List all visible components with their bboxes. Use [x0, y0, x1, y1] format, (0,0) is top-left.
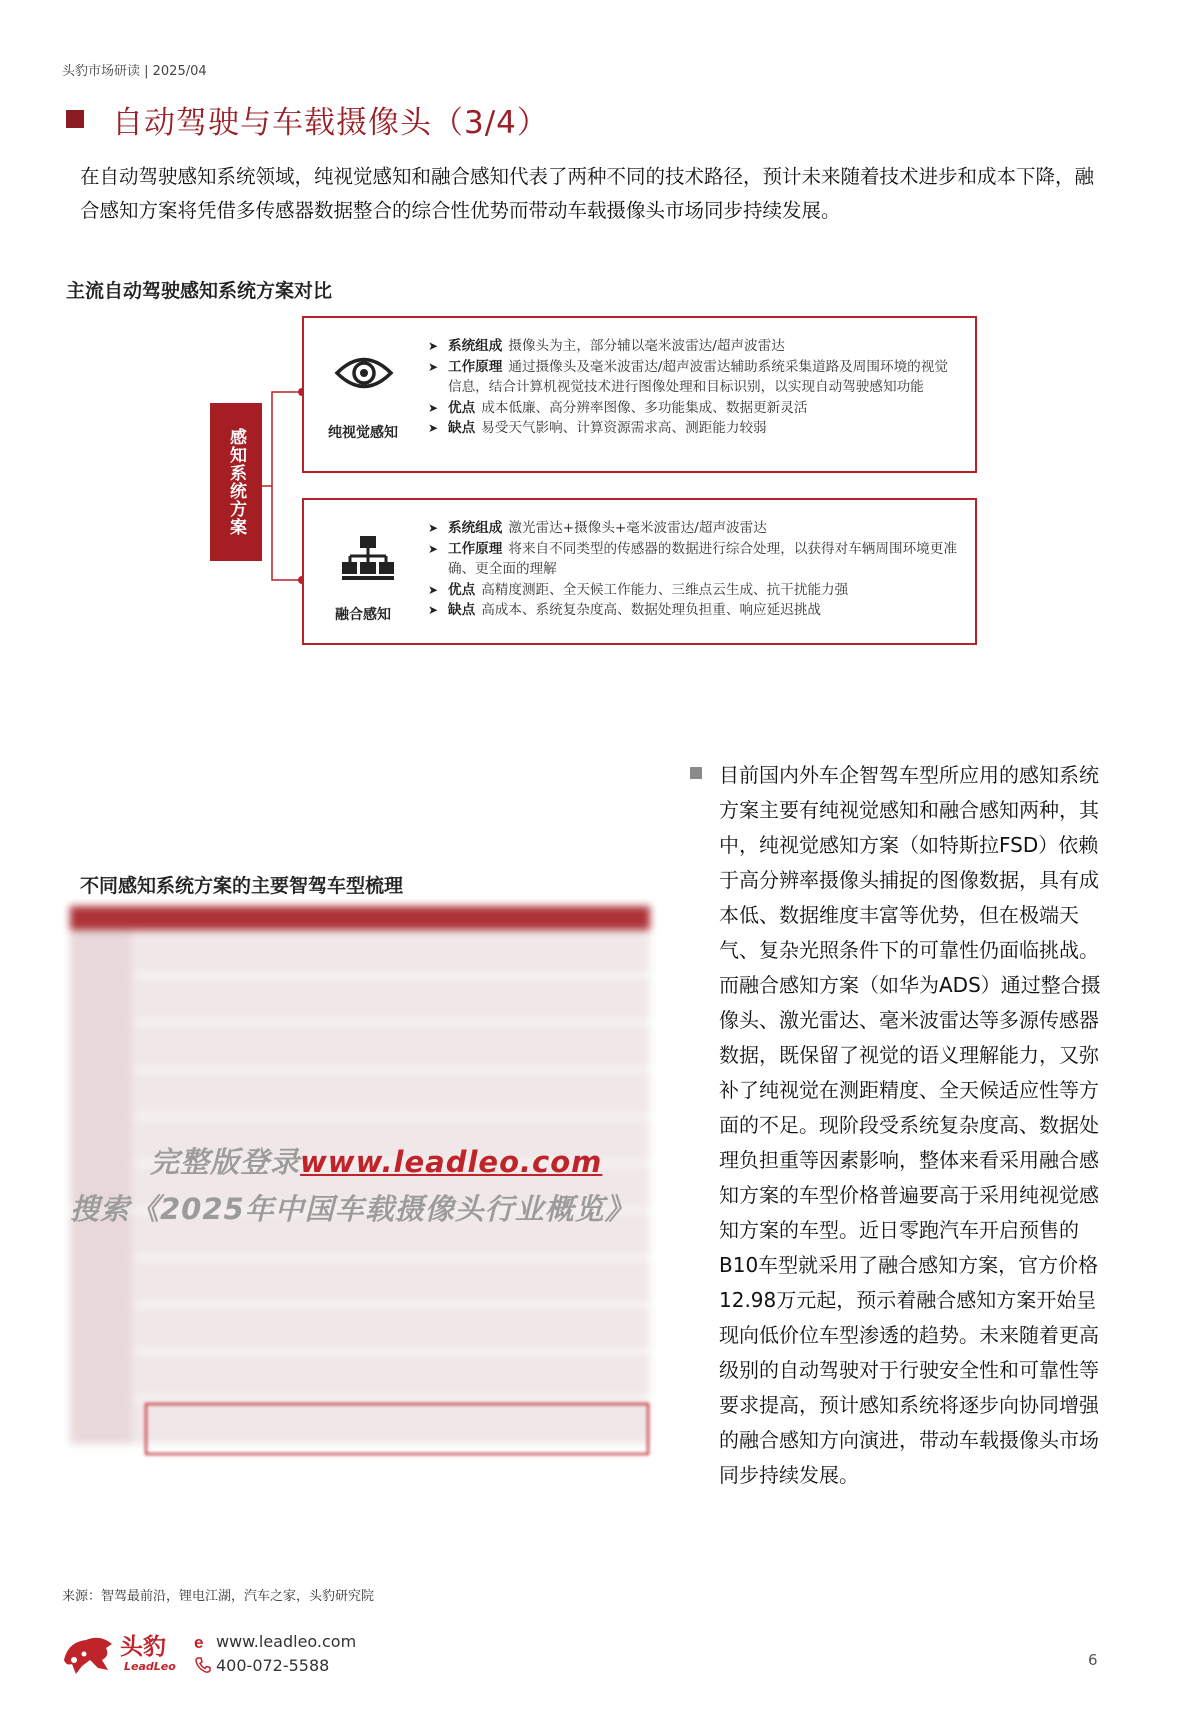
watermark-link[interactable]: www.leadleo.com — [300, 1145, 603, 1179]
list-item: ➤ 缺点 高成本、系统复杂度高、数据处理负担重、响应延迟挑战 — [428, 600, 958, 621]
watermark-search: 搜索《2025年中国车载摄像头行业概览》 — [70, 1192, 635, 1226]
side-bullet-marker — [690, 767, 702, 779]
list-item: ➤ 系统组成 摄像头为主，部分辅以毫米波雷达/超声波雷达 — [428, 336, 958, 357]
eye-icon — [334, 352, 394, 394]
brand-name-cn: 头豹 — [120, 1634, 166, 1660]
header-meta: 头豹市场研读 | 2025/04 — [62, 64, 207, 79]
page-title: 自动驾驶与车载摄像头（3/4） — [112, 105, 549, 141]
list-item: ➤ 优点 高精度测距、全天候工作能力、三维点云生成、抗干扰能力强 — [428, 580, 958, 601]
page-number: 6 — [1088, 1651, 1098, 1669]
source-note: 来源：智驾最前沿，锂电江湖，汽车之家，头豹研究院 — [62, 1589, 375, 1604]
phone-icon — [194, 1656, 212, 1674]
list-item: ➤ 缺点 易受天气影响、计算资源需求高、测距能力较弱 — [428, 418, 958, 439]
fusion-label: 融合感知 — [335, 607, 391, 623]
web-icon — [193, 1633, 211, 1651]
list-item: ➤ 优点 成本低廉、高分辨率图像、多功能集成、数据更新灵活 — [428, 398, 958, 419]
fusion-bullets — [428, 518, 958, 621]
section-title-vehicle-models: 不同感知系统方案的主要智驾车型梳理 — [80, 875, 404, 897]
side-paragraph: 目前国内外车企智驾车型所应用的感知系统方案主要有纯视觉感知和融合感知两种，其中，纯视觉感知方案（如特斯拉FSD）依赖于高分辨率摄像头捕捉的图像数据，具有成本低、数据维度丰富等优势，但在极端天气、复杂光照条件下的可靠性仍面临挑战。而融合感知方案（如华为ADS）通过整合摄像头、激光雷达、毫米波雷达等多源传感器数据，既保留了视觉的语义理解能力，又弥补了纯视觉在测距精度、全天候适应性等方面的不足。现阶段受系统复杂度高、数据处理负担重等因素影响，整体来看采用融合感知方案的车型价格普遍要高于采用纯视觉感知方案的车型。近日零跑汽车开启预售的B10车型就采用了融合感知方案，官方价格12.98万元起，预示着融合感知方案开始呈现向低价位车型渗透的趋势。未来随着更高级别的自动驾驶对于行驶安全性和可靠性等要求提高，预计感知系统将逐步向协同增强的融合感知方向演进，带动车载摄像头市场同步持续发展。 — [719, 763, 1101, 1487]
website-link[interactable]: www.leadleo.com — [216, 1632, 357, 1651]
watermark-login: 完整版登录www.leadleo.com — [150, 1145, 603, 1179]
list-item: ➤ 工作原理 通过摄像头及毫米波雷达/超声波雷达辅助系统采集道路及周围环境的视觉信息，结合计算机视觉技术进行图像处理和目标识别，以实现自动驾驶感知功能 — [428, 357, 958, 398]
fusion-box — [302, 498, 977, 645]
leopard-logo-icon — [60, 1630, 116, 1676]
section-title-comparison: 主流自动驾驶感知系统方案对比 — [66, 280, 333, 302]
list-item: ➤ 系统组成 激光雷达+摄像头+毫米波雷达/超声波雷达 — [428, 518, 958, 539]
pure-vision-label: 纯视觉感知 — [328, 425, 398, 441]
pure-vision-box — [302, 316, 977, 473]
intro-paragraph: 在自动驾驶感知系统领域，纯视觉感知和融合感知代表了两种不同的技术路径，预计未来随着技术进步和成本下降，融合感知方案将凭借多传感器数据整合的综合性优势而带动车载摄像头市场同步持续发展。 — [80, 165, 1095, 222]
brand-name-en: LeadLeo — [124, 1660, 176, 1673]
blurred-highlight-row — [145, 1403, 649, 1455]
list-item: ➤ 工作原理 将来自不同类型的传感器的数据进行综合处理，以获得对车辆周围环境更准确、更全面的理解 — [428, 539, 958, 580]
pure-vision-bullets — [428, 336, 958, 439]
blurred-vehicle-table — [70, 906, 650, 1459]
phone-number: 400-072-5588 — [216, 1656, 330, 1675]
svg-text:e: e — [194, 1633, 204, 1651]
hierarchy-icon — [342, 536, 394, 580]
perception-scheme-label: 感知系统方案 — [210, 403, 262, 561]
title-marker — [66, 110, 84, 128]
